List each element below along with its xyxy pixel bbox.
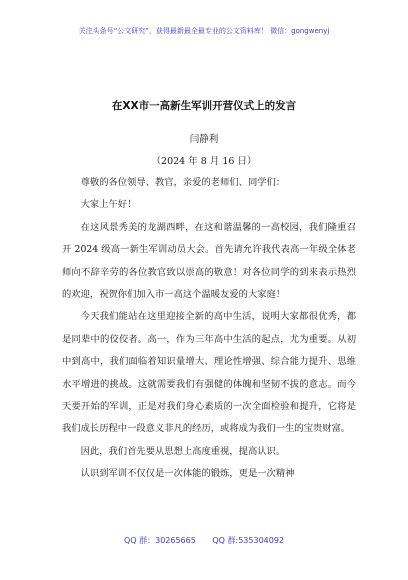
qq-group-2: QQ 群:535304092 [212,536,285,545]
document-title: 在XX市一高新生军训开营仪式上的发言 [111,100,297,112]
qq-group-1: QQ 群：30265665 [123,536,196,545]
author-name: 闫静利 [189,134,219,145]
document-date: （2024 年 8 月 16 日） [151,156,257,167]
paragraph-salutation: 尊敬的各位领导、教官，亲爱的老师们、同学们： [80,177,286,188]
document-body [62,172,356,486]
paragraph-challenge: 今天我们能站在这里迎接全新的高中生活，说明大家都很优秀，都是同辈中的佼佼者。高一，作为三年高中生活的起点，尤为重要。从初中到高中，我们面临着知识量增大、理论性增强、综合能力提升、思维水平增进的挑战。这就需要我们有强健的体魄和坚韧不拔的意志。而今天要开始的军训，正是对我们身心素质的一次全面检验和提升，它将是我们成长历程中一段意义非凡的经历，或将成为我们一生的宝贵财富。 [62,311,356,435]
paragraph-greeting: 大家上午好！ [80,199,137,211]
paragraph-welcome: 在这风景秀美的龙湖西畔，在这和谐温馨的一高校园，我们隆重召开 2024 级高一新生军训动员大会。首先请允许我代表高一年级全体老师向不辞辛劳的各位教官致以崇高的敬意！对各位同学的到来表示热烈的欢迎，祝贺你们加入市一高这个温暖友爱的大家庭！ [62,221,356,301]
paragraph-continuation: 认识到军训不仅仅是一次体能的锻炼，更是一次精神 [80,468,295,480]
contact-footer [0,535,408,546]
promo-banner: 关注头条号“公文研究”，获得最新最全最专业的公文资料库！ 微信：gongwenyj [78,27,330,35]
paragraph-emphasis: 因此，我们首先要从思想上高度重视，提高认识。 [80,445,286,457]
